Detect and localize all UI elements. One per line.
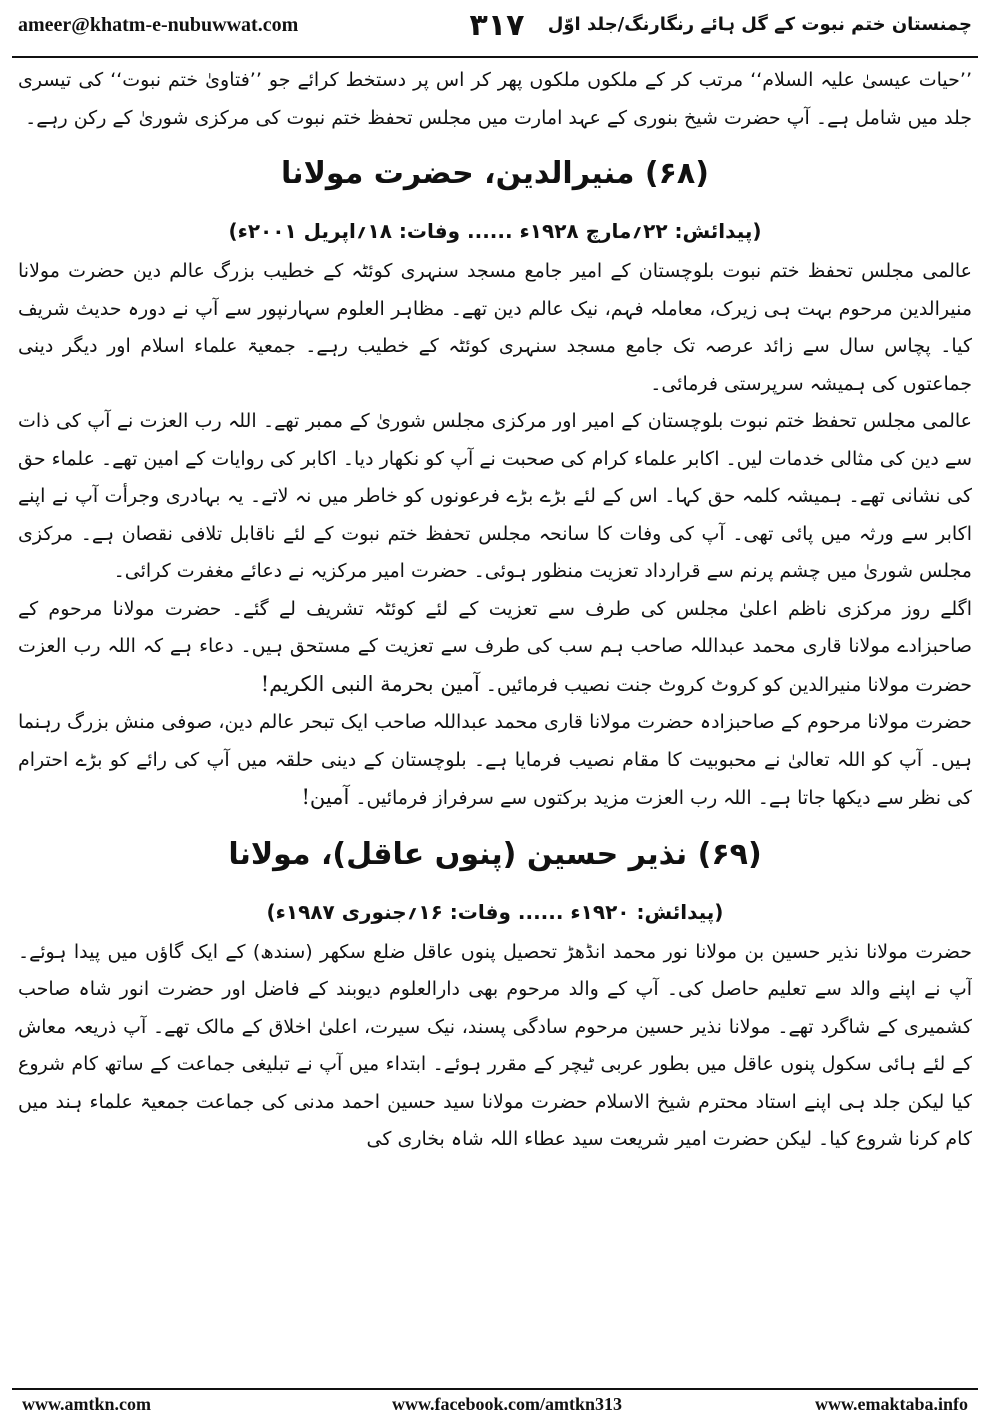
page-footer bbox=[0, 1394, 990, 1420]
page-number: ۳۱۷ bbox=[469, 8, 525, 43]
footer-link-amtkn[interactable]: www.amtkn.com bbox=[22, 1394, 151, 1414]
footer-divider bbox=[12, 1388, 978, 1390]
section-68-paragraph-3 bbox=[18, 591, 972, 705]
section-68-paragraph-4-text: حضرت مولانا مرحوم کے صاحبزادہ حضرت مولانا قاری محمد عبداللہ صاحب ایک تبحر عالم دین، صوفی منش بزرگ رہنما ہیں۔ آپ کو اللہ تعالیٰ نے محبوبیت کا مقام نصیب فرمایا ہے۔ بلوچستان کے دینی حلقہ میں آپ کی رائے کو بڑے احترام کی نظر سے دیکھا جاتا ہے۔ اللہ رب العزت مزید برکتوں سے سرفراز فرمائیں۔ bbox=[18, 711, 972, 809]
section-68-paragraph-2: عالمی مجلس تحفظ ختم نبوت بلوچستان کے امیر اور مرکزی مجلس شوریٰ کے ممبر تھے۔ اللہ رب العزت نے آپ کی ذات سے دین کی مثالی خدمات لیں۔ اکابر علماء کرام کی صحبت نے آپ کو نکھار دیا۔ اکابر کی روایات کے امین تھے۔ علماء حق کی نشانی تھے۔ ہمیشہ کلمہ حق کہا۔ اس کے لئے بڑے بڑے فرعونوں کو خاطر میں نہ لاتے۔ یہ بہادری وجرأت آپ نے اپنے اکابر سے ورثہ میں پائی تھی۔ آپ کی وفات کا سانحہ مجلس تحفظ ختم نبوت کے لئے ناقابل تلافی نقصان ہے۔ مرکزی مجلس شوریٰ میں چشم پرنم سے قرارداد تعزیت منظور ہوئی۔ حضرت امیر مرکزیہ نے دعائے مغفرت کرائی۔ bbox=[18, 410, 972, 582]
page-header bbox=[0, 0, 990, 58]
section-68-heading: (۶۸) منیرالدین، حضرت مولانا bbox=[281, 156, 709, 191]
footer-link-emaktaba[interactable]: www.emaktaba.info bbox=[814, 1394, 968, 1414]
section-69-dates: (پیدائش: ۱۹۲۰ء ...... وفات: ۱۶؍جنوری ۱۹۸۷ء) bbox=[266, 899, 724, 924]
section-68-paragraph-3-arabic: آمین بحرمة النبی الکریم! bbox=[260, 671, 480, 696]
section-69-heading: (۶۹) نذیر حسین (پنوں عاقل)، مولانا bbox=[228, 836, 762, 872]
section-68-dates: (پیدائش: ۲۲؍مارچ ۱۹۲۸ء ...... وفات: ۱۸؍اپریل ۲۰۰۱ء) bbox=[228, 219, 762, 243]
book-title: چمنستان ختم نبوت کے گل ہائے رنگارنگ/جلد اوّل bbox=[547, 14, 972, 35]
intro-paragraph: ’’حیات عیسیٰ علیہ السلام‘‘ مرتب کر کے ملکوں ملکوں پھر کر اس پر دستخط کرائے جو ’’فتاویٰ ختم نبوت‘‘ کی تیسری جلد میں شامل ہے۔ آپ حضرت شیخ بنوری کے عہد امارت میں مجلس تحفظ ختم نبوت کی مرکزی شوریٰ کے رکن رہے۔ bbox=[18, 69, 972, 129]
header-email: ameer@khatm-e-nubuwwat.com bbox=[18, 14, 299, 36]
section-68-paragraph-4-arabic: آمین! bbox=[301, 785, 350, 809]
section-68-paragraph-4 bbox=[18, 704, 972, 818]
section-68-paragraph-1: عالمی مجلس تحفظ ختم نبوت بلوچستان کے امیر جامع مسجد سنہری کوئٹہ کے خطیب بزرگ عالم دین حضرت مولانا منیرالدین مرحوم بہت ہی زیرک، معاملہ فہم، نیک عالم دین تھے۔ مظاہر العلوم سہارنپور سے آپ نے دورہ حدیث شریف کیا۔ پچاس سال سے زائد عرصہ تک جامع مسجد سنہری کوئٹہ کے خطیب رہے۔ جمعیۃ علماء اسلام اور دیگر دینی جماعتوں کی ہمیشہ سرپرستی فرمائی۔ bbox=[18, 260, 972, 395]
page-body bbox=[18, 62, 972, 1384]
section-69-paragraph-1: حضرت مولانا نذیر حسین بن مولانا نور محمد انڈھڑ تحصیل پنوں عاقل ضلع سکھر (سندھ) کے ایک گاؤں میں پیدا ہوئے۔ آپ نے اپنے والد سے تعلیم حاصل کی۔ آپ کے والد مرحوم بھی دارالعلوم دیوبند کے فاضل اور حضرت انور شاہ صاحب کشمیری کے شاگرد تھے۔ مولانا نذیر حسین مرحوم سادگی پسند، نیک سیرت، اعلیٰ اخلاق کے مالک تھے۔ آپ ذریعہ معاش کے لئے ہائی سکول پنوں عاقل میں بطور عربی ٹیچر کے مقرر ہوئے۔ ابتداء میں آپ نے تبلیغی جماعت کے ساتھ کام شروع کیا لیکن جلد ہی اپنے استاد محترم شیخ الاسلام حضرت مولانا سید حسین احمد مدنی کی جماعت جمعیۃ علماء ہند میں کام کرنا شروع کیا۔ لیکن حضرت امیر شریعت سید عطاء اللہ شاہ بخاری کی bbox=[18, 940, 972, 1150]
footer-link-facebook[interactable]: www.facebook.com/amtkn313 bbox=[392, 1394, 622, 1414]
section-68-paragraph-3-text: اگلے روز مرکزی ناظم اعلیٰ مجلس کی طرف سے تعزیت کے لئے کوئٹہ تشریف لے گئے۔ حضرت مولانا مرحوم کے صاحبزادے مولانا قاری محمد عبداللہ صاحب ہم سب کی طرف سے تعزیت کے مستحق ہیں۔ دعاء ہے کہ اللہ رب العزت حضرت مولانا منیرالدین کو کروٹ کروٹ جنت نصیب فرمائیں۔ bbox=[18, 597, 972, 696]
header-divider bbox=[12, 56, 978, 58]
